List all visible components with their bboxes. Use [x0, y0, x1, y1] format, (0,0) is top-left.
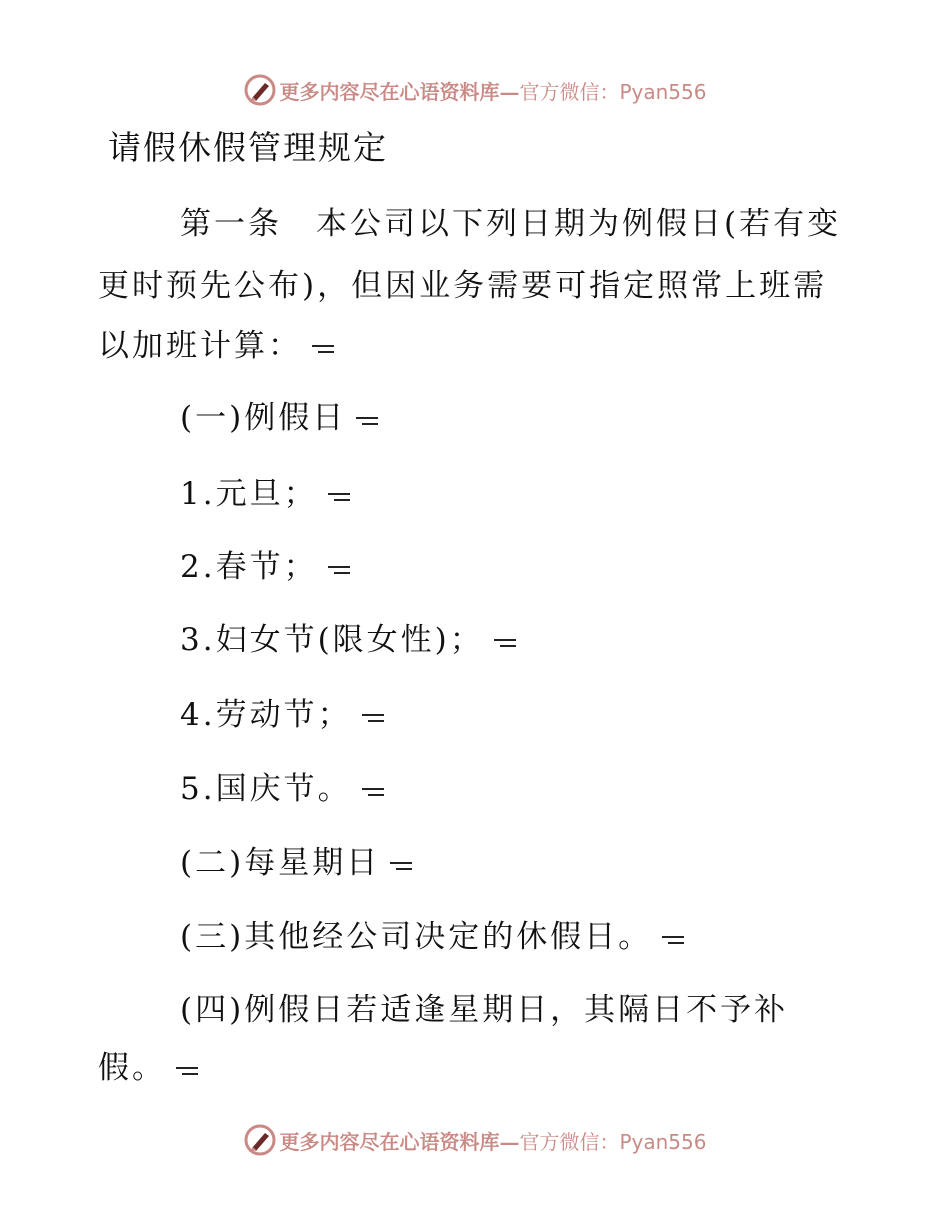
- list-item: 5.国庆节。: [180, 763, 384, 808]
- paragraph-mark-icon: [354, 412, 378, 428]
- paragraph-line: 以加班计算：: [98, 320, 334, 365]
- list-item: 3.妇女节(限女性)；: [180, 614, 516, 659]
- paragraph-line: (四)例假日若适逢星期日，其隔日不予补: [180, 992, 789, 1028]
- watermark-main-text: 更多内容尽在心语资料库—: [279, 79, 520, 104]
- paragraph-line: 第一条 本公司以下列日期为例假日(若有变: [180, 206, 842, 242]
- paragraph-line: 假。: [98, 1042, 198, 1087]
- paragraph-mark-icon: [492, 634, 516, 650]
- paragraph-line: (二)每星期日: [180, 837, 412, 882]
- paragraph-line: (三)其他经公司决定的休假日。: [180, 911, 684, 956]
- watermark-banner-bottom: [0, 1120, 950, 1160]
- paragraph-mark-icon: [326, 488, 350, 504]
- list-item: 2.春节；: [180, 541, 350, 586]
- pen-logo-icon: [243, 73, 277, 107]
- list-item: 4.劳动节；: [180, 689, 384, 734]
- watermark-main-text: 更多内容尽在心语资料库—: [279, 1129, 520, 1154]
- watermark-sub-text: 官方微信：Pyan556: [519, 1129, 707, 1154]
- paragraph-mark-icon: [660, 931, 684, 947]
- paragraph-mark-icon: [326, 561, 350, 577]
- paragraph-mark-icon: [174, 1062, 198, 1078]
- document-title: 请假休假管理规定: [108, 128, 388, 167]
- pen-logo-icon: [243, 1123, 277, 1157]
- watermark-banner-top: [0, 70, 950, 110]
- paragraph-mark-icon: [360, 783, 384, 799]
- watermark-sub-text: 官方微信：Pyan556: [519, 79, 707, 104]
- paragraph-mark-icon: [310, 340, 334, 356]
- paragraph-line: (一)例假日: [180, 392, 378, 437]
- list-item: 1.元旦；: [180, 468, 350, 513]
- paragraph-mark-icon: [360, 709, 384, 725]
- paragraph-line: 更时预先公布)，但因业务需要可指定照常上班需: [98, 268, 828, 304]
- paragraph-mark-icon: [388, 857, 412, 873]
